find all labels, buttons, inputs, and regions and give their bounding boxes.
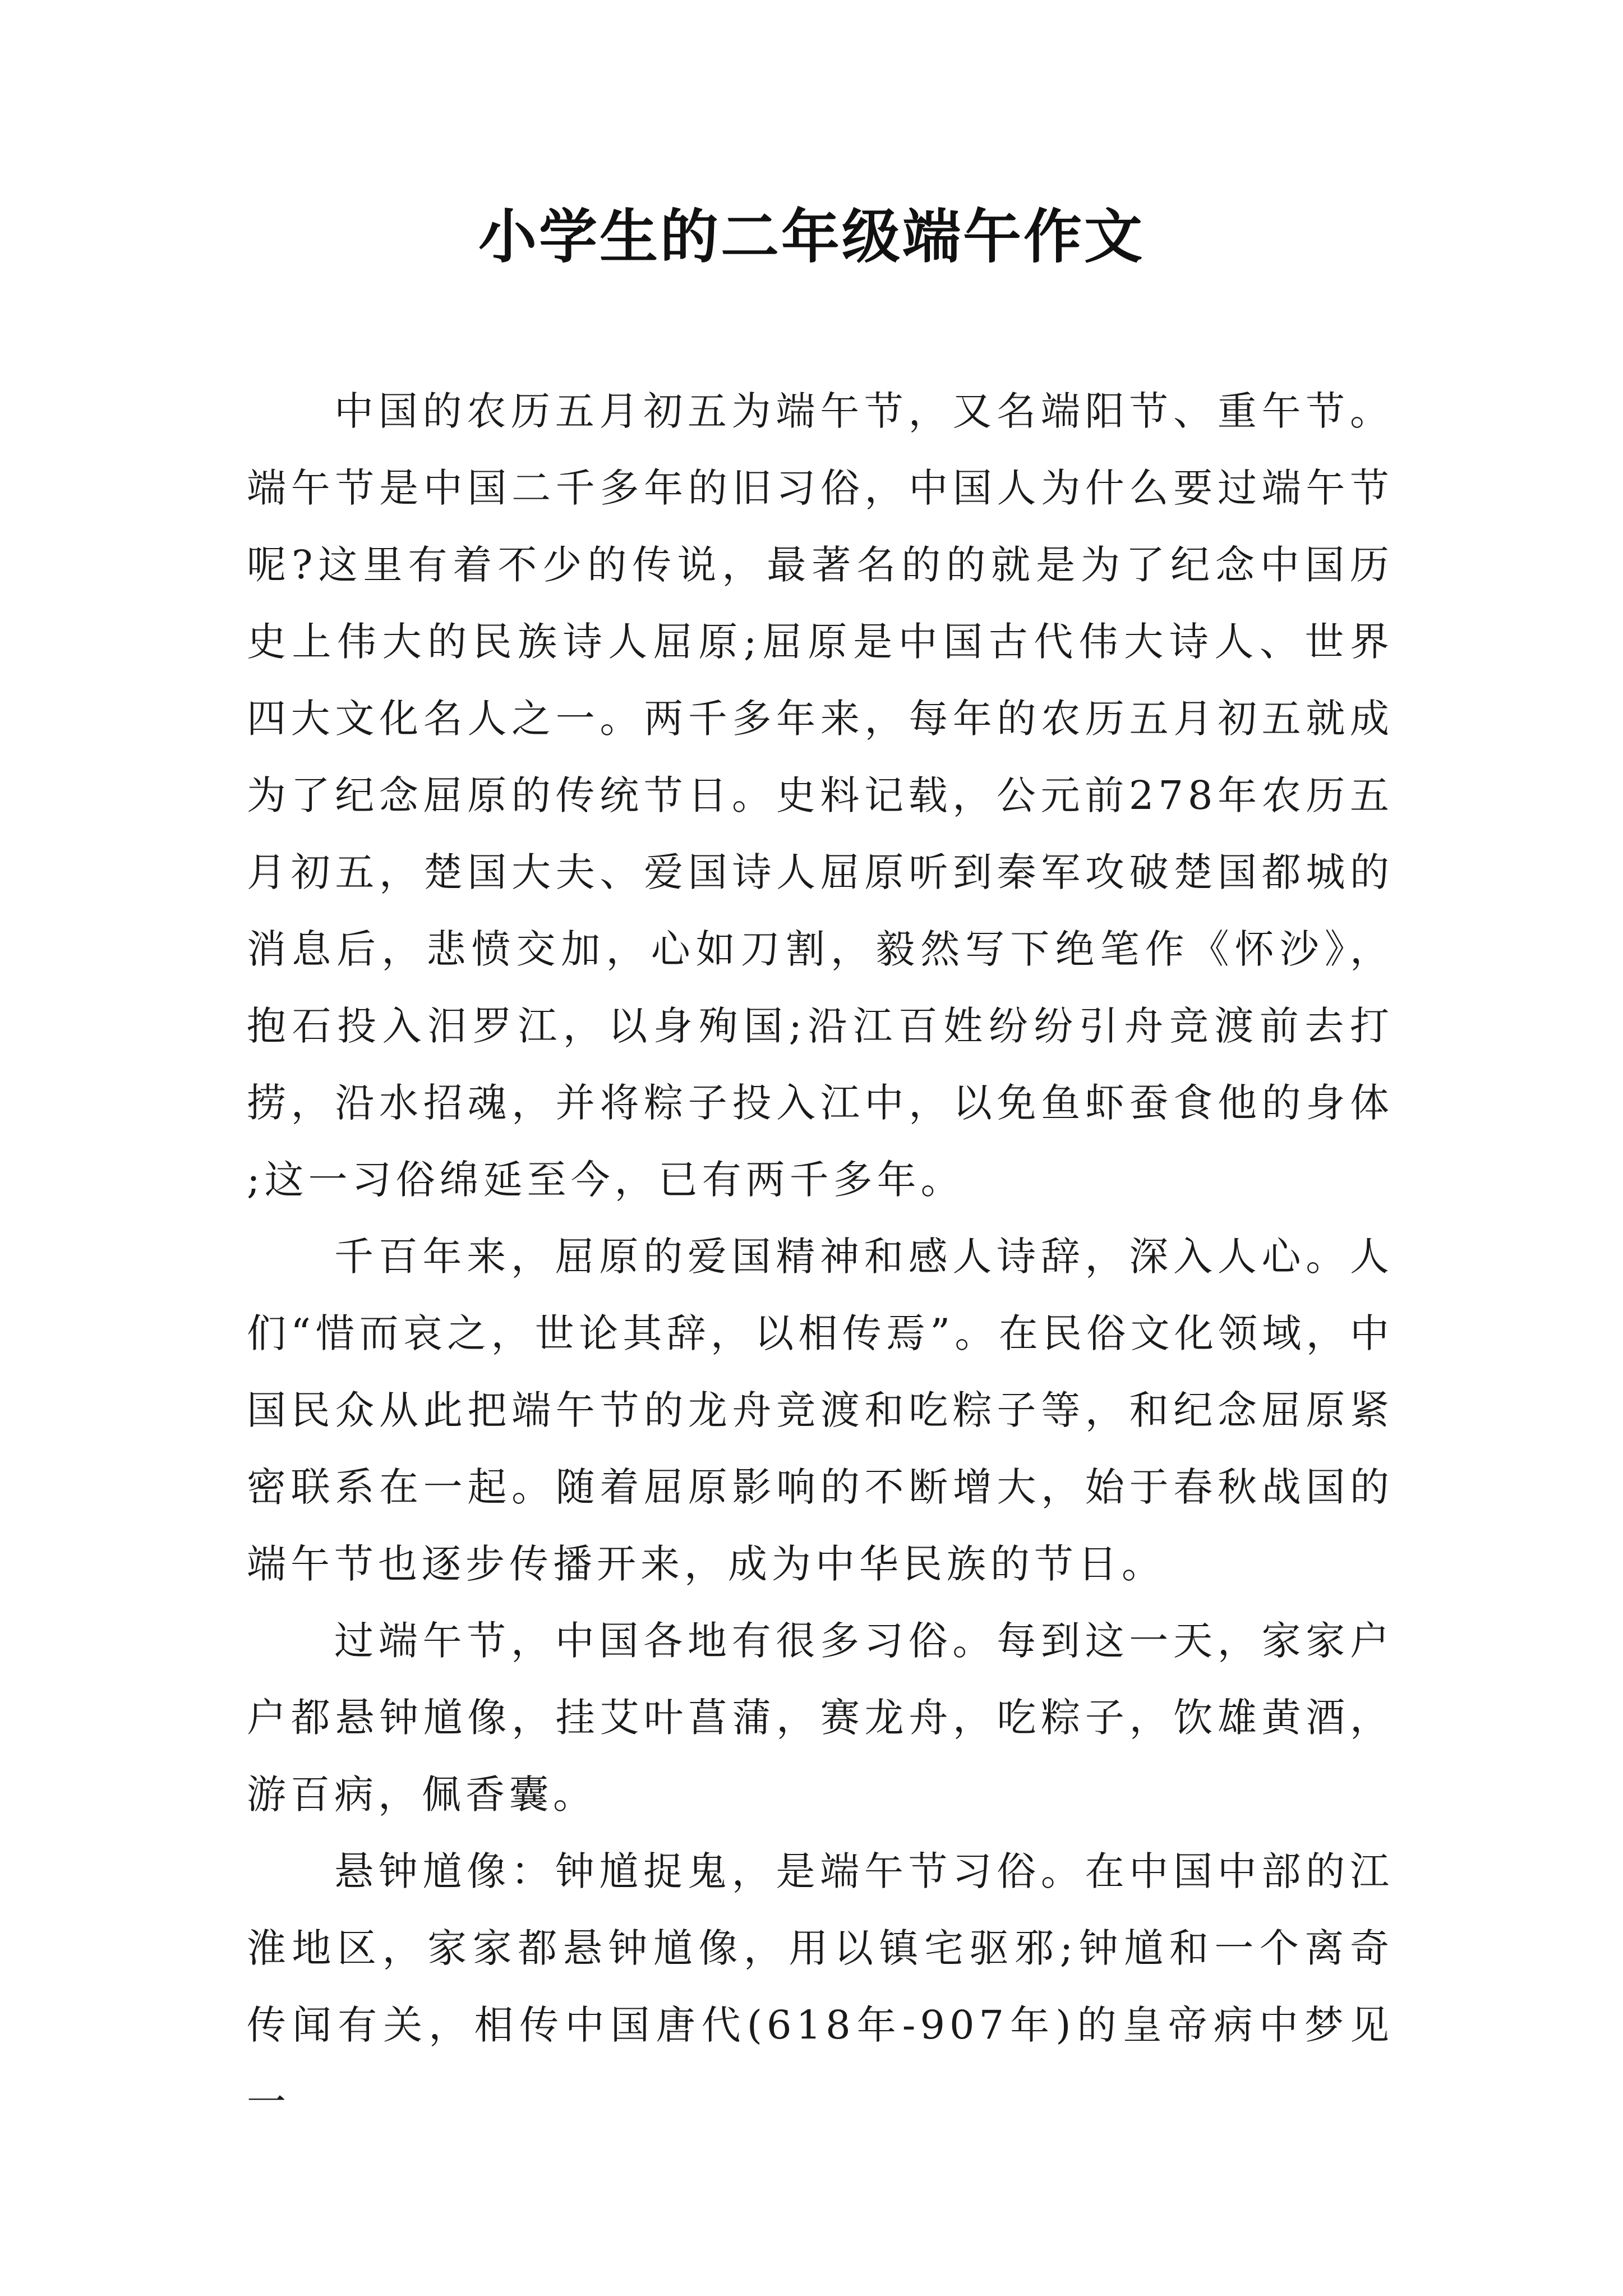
paragraph: 中国的农历五月初五为端午节，又名端阳节、重午节。端午节是中国二千多年的旧习俗，中国人为什么要过端午节呢?这里有着不少的传说，最著名的的就是为了纪念中国历史上伟大的民族诗人屈原;屈原是中国古代伟大诗人、世界四大文化名人之一。两千多年来，每年的农历五月初五就成为了纪念屈原的传统节日。史料记载，公元前278年农历五月初五，楚国大夫、爱国诗人屈原听到秦军攻破楚国都城的消息后，悲愤交加，心如刀割，毅然写下绝笔作《怀沙》，抱石投入汨罗江，以身殉国;沿江百姓纷纷引舟竞渡前去打捞，沿水招魂，并将粽子投入江中，以免鱼虾蚕食他的身体;这一习俗绵延至今，已有两千多年。 [247,388,1394,1203]
paragraph: 过端午节，中国各地有很多习俗。每到这一天，家家户户都悬钟馗像，挂艾叶菖蒲，赛龙舟，吃粽子，饮雄黄酒，游百病，佩香囊。 [247,1618,1394,1818]
paragraph: 悬钟馗像：钟馗捉鬼，是端午节习俗。在中国中部的江淮地区，家家都悬钟馗像，用以镇宅驱邪;钟馗和一个离奇传闻有关，相传中国唐代(618年-907年)的皇帝病中梦见一 [247,1848,1394,2125]
document-body [247,373,1394,2141]
paragraph: 千百年来，屈原的爱国精神和感人诗辞，深入人心。人们“惜而哀之，世论其辞，以相传焉”。在民俗文化领域，中国民众从此把端午节的龙舟竞渡和吃粽子等，和纪念屈原紧密联系在一起。随着屈原影响的不断增大，始于春秋战国的端午节也逐步传播开来，成为中华民族的节日。 [247,1234,1394,1587]
document-title: 小学生的二年级端午作文 [478,202,1145,271]
